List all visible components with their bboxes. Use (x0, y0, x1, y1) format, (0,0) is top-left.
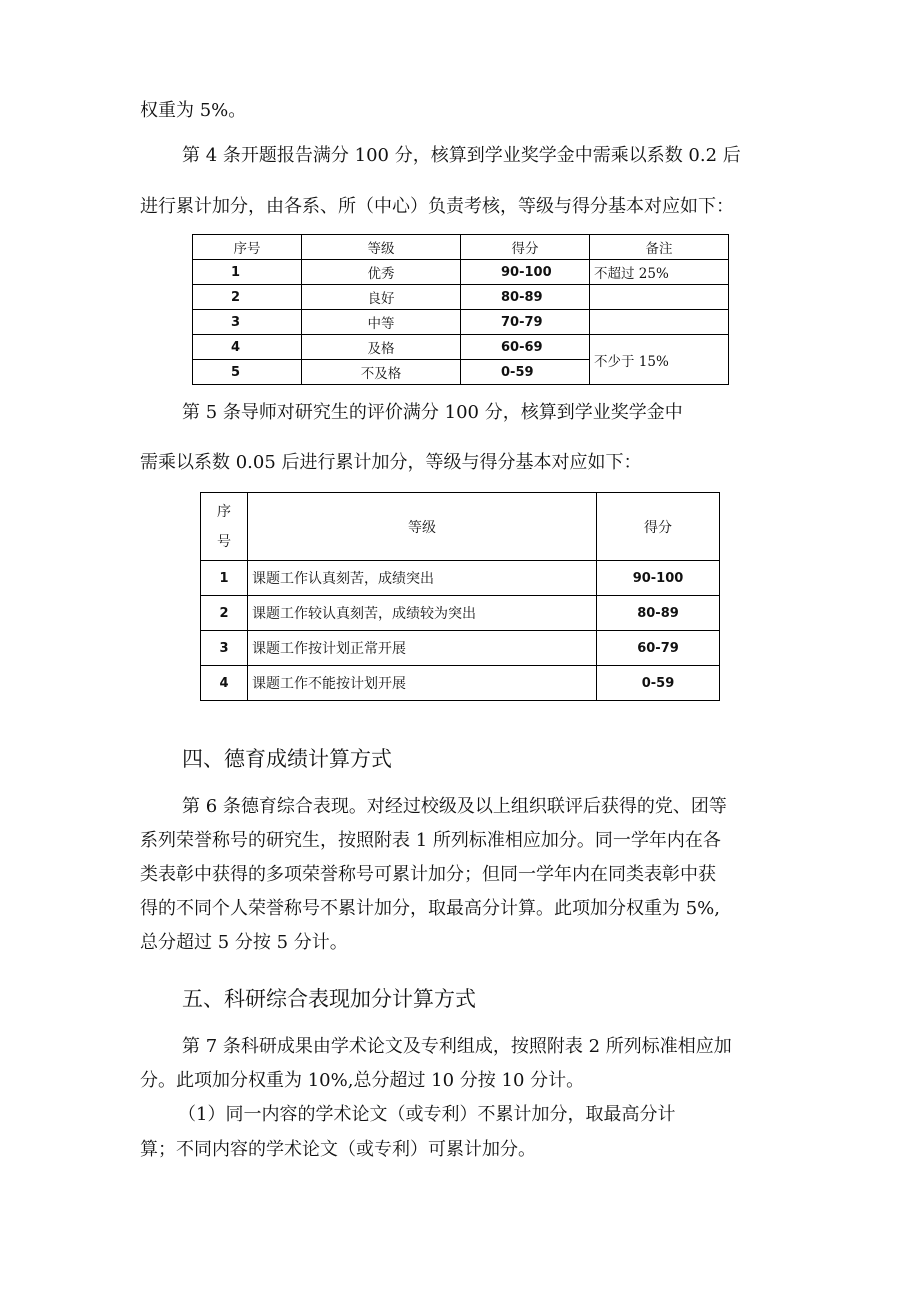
row-grade: 课题工作不能按计划开展 (248, 666, 597, 701)
row-number: 4 (193, 335, 302, 360)
table-row (201, 666, 720, 701)
table-header-row (193, 235, 729, 260)
paragraph-article6-line1: 第 6 条德育综合表现。对经过校级及以上组织联评后获得的党、团等 (182, 796, 727, 817)
header-cell: 得分 (461, 235, 590, 260)
row-note (590, 285, 729, 310)
table-row (193, 335, 729, 360)
paragraph-article5-line2: 需乘以系数 0.05 后进行累计加分，等级与得分基本对应如下： (140, 452, 642, 473)
row-number: 3 (193, 310, 302, 335)
paragraph-article4-line2: 进行累计加分，由各系、所（中心）负责考核，等级与得分基本对应如下： (140, 196, 734, 217)
row-grade: 优秀 (302, 260, 461, 285)
header-cell: 等级 (248, 493, 597, 561)
table-row (201, 631, 720, 666)
paragraph-article7-line1: 第 7 条科研成果由学术论文及专利组成，按照附表 2 所列标准相应加 (182, 1036, 732, 1057)
proposal-grade-table (192, 234, 729, 385)
paragraph-rule1-line2: 算；不同内容的学术论文（或专利）可累计加分。 (140, 1139, 536, 1160)
section-heading-research: 五、科研综合表现加分计算方式 (182, 987, 476, 1011)
row-score: 0-59 (597, 666, 720, 701)
row-number: 1 (201, 561, 248, 596)
row-grade: 良好 (302, 285, 461, 310)
paragraph-article6-line2: 系列荣誉称号的研究生，按照附表 1 所列标准相应加分。同一学年内在各 (140, 830, 721, 851)
row-score: 80-89 (597, 596, 720, 631)
row-grade: 中等 (302, 310, 461, 335)
section-heading-moral: 四、德育成绩计算方式 (182, 747, 392, 771)
paragraph-article6-line5: 总分超过 5 分按 5 分计。 (140, 932, 348, 953)
row-grade: 及格 (302, 335, 461, 360)
row-number: 3 (201, 631, 248, 666)
paragraph-rule1-line1: （1）同一内容的学术论文（或专利）不累计加分，取最高分计 (178, 1104, 676, 1125)
row-number: 2 (201, 596, 248, 631)
row-note: 不超过 25% (590, 260, 729, 285)
row-grade: 课题工作较认真刻苦，成绩较为突出 (248, 596, 597, 631)
row-number: 4 (201, 666, 248, 701)
row-number: 2 (193, 285, 302, 310)
paragraph-article6-line3: 类表彰中获得的多项荣誉称号可累计加分；但同一学年内在同类表彰中获 (140, 864, 716, 885)
paragraph-article7-line2: 分。此项加分权重为 10%,总分超过 10 分按 10 分计。 (140, 1070, 585, 1091)
row-score: 0-59 (461, 360, 590, 385)
paragraph-article4-line1: 第 4 条开题报告满分 100 分，核算到学业奖学金中需乘以系数 0.2 后 (182, 145, 741, 166)
row-number: 1 (193, 260, 302, 285)
row-score: 80-89 (461, 285, 590, 310)
table-row (201, 561, 720, 596)
row-grade: 课题工作按计划正常开展 (248, 631, 597, 666)
header-number-bottom: 号 (217, 533, 231, 550)
table-row (193, 310, 729, 335)
table-header-row (201, 493, 720, 561)
table-row (193, 260, 729, 285)
header-cell: 等级 (302, 235, 461, 260)
row-note: 不少于 15% (590, 335, 729, 385)
paragraph-article5-line1: 第 5 条导师对研究生的评价满分 100 分，核算到学业奖学金中 (182, 402, 683, 423)
row-score: 90-100 (461, 260, 590, 285)
paragraph-article6-line4: 得的不同个人荣誉称号不累计加分，取最高分计算。此项加分权重为 5%, (140, 898, 720, 919)
row-number: 5 (193, 360, 302, 385)
header-cell: 备注 (590, 235, 729, 260)
row-grade: 课题工作认真刻苦，成绩突出 (248, 561, 597, 596)
row-score: 60-79 (597, 631, 720, 666)
table-row (201, 596, 720, 631)
paragraph-weight-line: 权重为 5%。 (140, 100, 247, 121)
row-score: 90-100 (597, 561, 720, 596)
header-cell: 得分 (597, 493, 720, 561)
header-cell-number (201, 493, 248, 561)
row-grade: 不及格 (302, 360, 461, 385)
header-cell: 序号 (193, 235, 302, 260)
row-note (590, 310, 729, 335)
row-score: 70-79 (461, 310, 590, 335)
table-row (193, 285, 729, 310)
advisor-evaluation-table (200, 492, 720, 701)
header-number-top: 序 (217, 503, 231, 520)
row-score: 60-69 (461, 335, 590, 360)
